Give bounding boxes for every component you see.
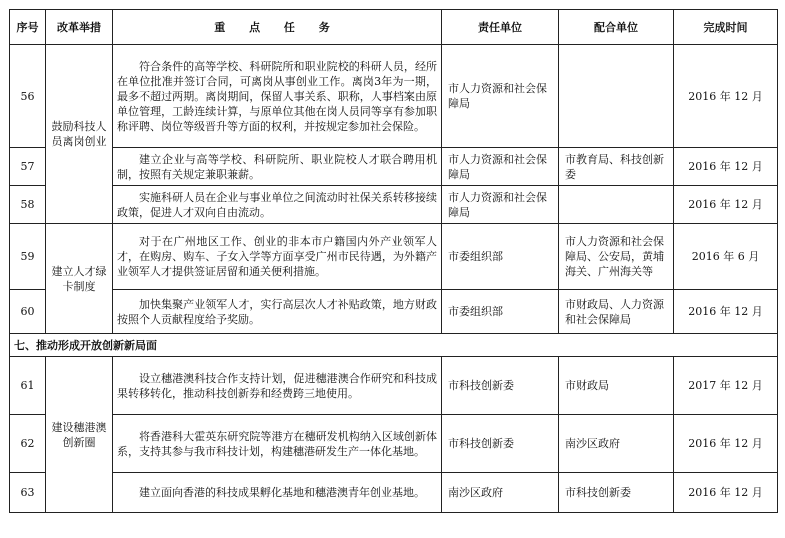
task-text: 对于在广州地区工作、创业的非本市户籍国内外产业领军人才，在购房、购车、子女入学等方面享受广州市民待遇，为外籍产业领军人才提供签证居留和通关便利措施。	[113, 224, 442, 290]
task-text: 符合条件的高等学校、科研院所和职业院校的科研人员，经所在单位批准并签订合同，可离岗从事创业工作。离岗3年为一期，最多不超过两期。离岗期间，保留人事关系、职称，人事档案由原单位管理，工龄连续计算，与原单位其他在岗人员同等享有参加职称评聘、岗位等级晋升等方面的权利，并按规定参加社会保险。	[113, 45, 442, 148]
reform-measure: 建设穗港澳创新圈	[46, 357, 113, 513]
completion-date: 2016 年 12 月	[674, 415, 778, 473]
row-number: 61	[10, 357, 46, 415]
row-number: 58	[10, 186, 46, 224]
table-row	[10, 148, 778, 186]
section-row	[10, 334, 778, 357]
responsible-unit: 市科技创新委	[442, 357, 559, 415]
cooperating-unit: 市科技创新委	[559, 473, 674, 513]
responsible-unit: 市人力资源和社会保障局	[442, 186, 559, 224]
header-no: 序号	[10, 10, 46, 45]
task-text: 将香港科大霍英东研究院等港方在穗研发机构纳入区域创新体系，支持其参与我市科技计划，构建穗港研发生产一体化基地。	[113, 415, 442, 473]
row-number: 60	[10, 290, 46, 334]
completion-date: 2017 年 12 月	[674, 357, 778, 415]
cooperating-unit: 市财政局、人力资源和社会保障局	[559, 290, 674, 334]
responsible-unit: 市科技创新委	[442, 415, 559, 473]
responsible-unit: 南沙区政府	[442, 473, 559, 513]
cooperating-unit	[559, 186, 674, 224]
responsible-unit: 市委组织部	[442, 290, 559, 334]
header-responsible: 责任单位	[442, 10, 559, 45]
table-row	[10, 290, 778, 334]
header-task: 重 点 任 务	[113, 10, 442, 45]
row-number: 56	[10, 45, 46, 148]
completion-date: 2016 年 6 月	[674, 224, 778, 290]
header-cooperating: 配合单位	[559, 10, 674, 45]
table-row	[10, 45, 778, 148]
responsible-unit: 市委组织部	[442, 224, 559, 290]
cooperating-unit: 市教育局、科技创新委	[559, 148, 674, 186]
cooperating-unit: 市财政局	[559, 357, 674, 415]
responsible-unit: 市人力资源和社会保障局	[442, 148, 559, 186]
task-text: 实施科研人员在企业与事业单位之间流动时社保关系转移接续政策，促进人才双向自由流动。	[113, 186, 442, 224]
task-text: 设立穗港澳科技合作支持计划，促进穗港澳合作研究和科技成果转移转化，推动科技创新券和经费跨三地使用。	[113, 357, 442, 415]
table-row	[10, 224, 778, 290]
header-row	[10, 10, 778, 45]
header-measure: 改革举措	[46, 10, 113, 45]
row-number: 57	[10, 148, 46, 186]
table-row	[10, 473, 778, 513]
task-text: 加快集聚产业领军人才，实行高层次人才补贴政策，地方财政按照个人贡献程度给予奖励。	[113, 290, 442, 334]
reform-measure: 鼓励科技人员离岗创业	[46, 45, 113, 224]
responsible-unit: 市人力资源和社会保障局	[442, 45, 559, 148]
row-number: 59	[10, 224, 46, 290]
table-row	[10, 186, 778, 224]
task-text: 建立企业与高等学校、科研院所、职业院校人才联合聘用机制，按照有关规定兼职兼薪。	[113, 148, 442, 186]
table-row	[10, 415, 778, 473]
completion-date: 2016 年 12 月	[674, 186, 778, 224]
completion-date: 2016 年 12 月	[674, 148, 778, 186]
reform-measure: 建立人才绿卡制度	[46, 224, 113, 334]
section-title: 七、推动形成开放创新新局面	[10, 334, 778, 357]
completion-date: 2016 年 12 月	[674, 45, 778, 148]
cooperating-unit	[559, 45, 674, 148]
completion-date: 2016 年 12 月	[674, 473, 778, 513]
row-number: 63	[10, 473, 46, 513]
table-row	[10, 357, 778, 415]
reform-task-table	[9, 9, 778, 513]
completion-date: 2016 年 12 月	[674, 290, 778, 334]
header-deadline: 完成时间	[674, 10, 778, 45]
task-text: 建立面向香港的科技成果孵化基地和穗港澳青年创业基地。	[113, 473, 442, 513]
cooperating-unit: 南沙区政府	[559, 415, 674, 473]
cooperating-unit: 市人力资源和社会保障局、公安局，黄埔海关、广州海关等	[559, 224, 674, 290]
row-number: 62	[10, 415, 46, 473]
